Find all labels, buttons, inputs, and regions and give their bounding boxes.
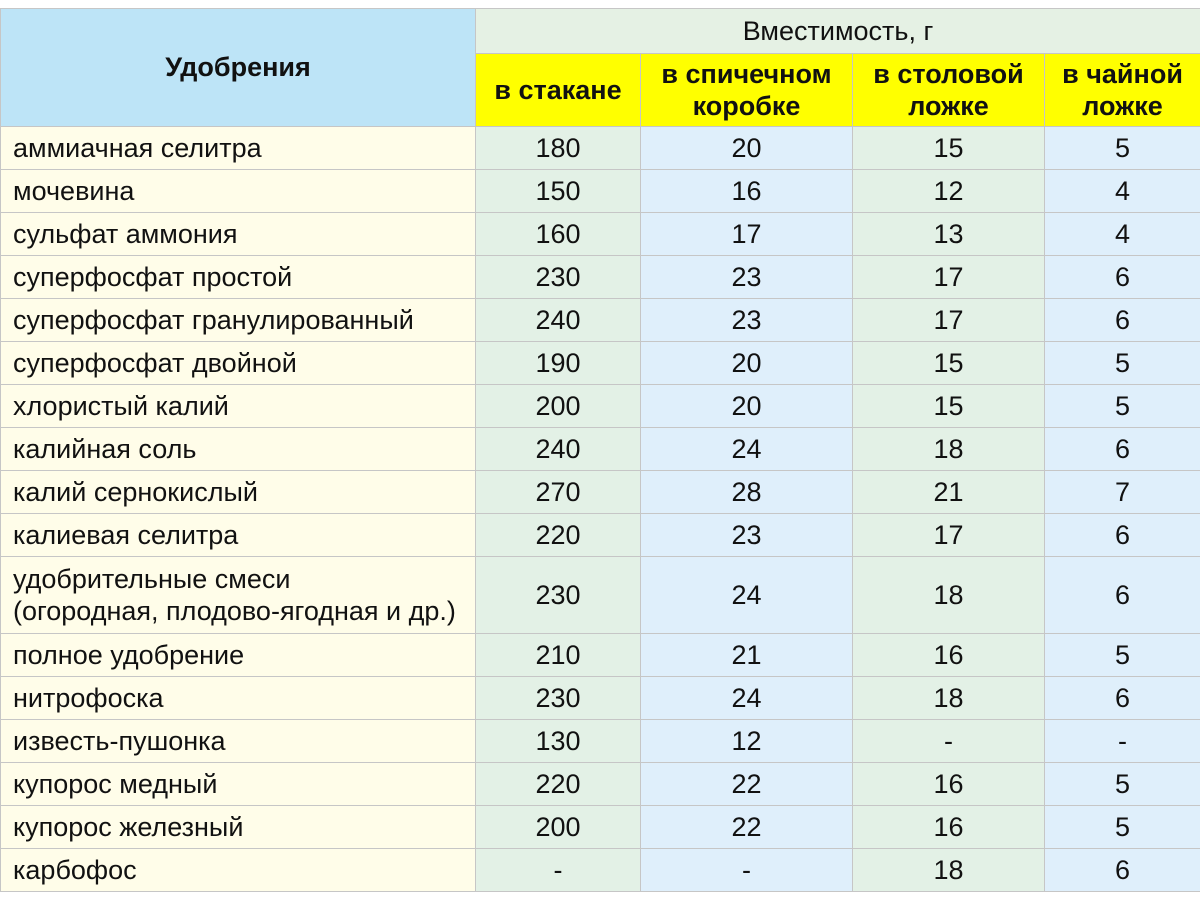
table-row (1, 299, 1200, 342)
glass-value: 210 (476, 634, 641, 677)
fertilizer-name-cell (1, 299, 476, 342)
fertilizer-name-note: (огородная, плодово-ягодная и др.) (13, 595, 456, 626)
tablespoon-value: 16 (853, 806, 1045, 849)
tablespoon-value: 16 (853, 763, 1045, 806)
tablespoon-value: 15 (853, 342, 1045, 385)
header-capacity-group: Вместимость, г (476, 9, 1200, 54)
teaspoon-value: 5 (1045, 634, 1200, 677)
fertilizer-name: сульфат аммония (13, 218, 238, 249)
table-row (1, 471, 1200, 514)
fertilizer-name: удобрительные смеси (13, 563, 291, 594)
matchbox-value: 24 (641, 428, 853, 471)
fertilizer-name-cell (1, 806, 476, 849)
table-row (1, 127, 1200, 170)
teaspoon-value: 6 (1045, 428, 1200, 471)
tablespoon-value: 18 (853, 428, 1045, 471)
matchbox-value: 17 (641, 213, 853, 256)
glass-value: - (476, 849, 641, 892)
table-row (1, 557, 1200, 634)
glass-value: 270 (476, 471, 641, 514)
matchbox-value: 21 (641, 634, 853, 677)
fertilizer-name-cell (1, 342, 476, 385)
fertilizer-name: известь-пушонка (13, 725, 226, 756)
glass-value: 130 (476, 720, 641, 763)
fertilizer-name-cell (1, 514, 476, 557)
fertilizer-name-cell (1, 385, 476, 428)
fertilizer-name-cell (1, 849, 476, 892)
teaspoon-value: - (1045, 720, 1200, 763)
fertilizer-name-cell (1, 213, 476, 256)
teaspoon-value: 6 (1045, 677, 1200, 720)
fertilizer-name: нитрофоска (13, 682, 164, 713)
header-row-top (1, 9, 1200, 54)
fertilizer-name: суперфосфат простой (13, 261, 293, 292)
header-matchbox: в спичечном коробке (641, 54, 853, 127)
fertilizer-name-cell (1, 428, 476, 471)
fertilizer-name: калийная соль (13, 433, 197, 464)
fertilizer-name: купорос железный (13, 811, 244, 842)
tablespoon-value: 13 (853, 213, 1045, 256)
teaspoon-value: 6 (1045, 256, 1200, 299)
fertilizer-name: карбофос (13, 854, 137, 885)
header-glass: в стакане (476, 54, 641, 127)
teaspoon-value: 6 (1045, 849, 1200, 892)
table-row (1, 849, 1200, 892)
table-row (1, 514, 1200, 557)
matchbox-value: 20 (641, 342, 853, 385)
matchbox-value: 16 (641, 170, 853, 213)
matchbox-value: 23 (641, 256, 853, 299)
fertilizer-name: калий сернокислый (13, 476, 258, 507)
table-row (1, 213, 1200, 256)
table-row (1, 342, 1200, 385)
teaspoon-value: 6 (1045, 299, 1200, 342)
tablespoon-value: 21 (853, 471, 1045, 514)
fertilizer-name-cell (1, 677, 476, 720)
matchbox-value: 20 (641, 385, 853, 428)
glass-value: 240 (476, 428, 641, 471)
fertilizer-name: суперфосфат гранулированный (13, 304, 414, 335)
header-teaspoon: в чайной ложке (1045, 54, 1200, 127)
tablespoon-value: 16 (853, 634, 1045, 677)
teaspoon-value: 6 (1045, 557, 1200, 634)
fertilizer-name-cell (1, 763, 476, 806)
teaspoon-value: 5 (1045, 763, 1200, 806)
matchbox-value: 28 (641, 471, 853, 514)
table-row (1, 256, 1200, 299)
fertilizer-name: аммиачная селитра (13, 132, 262, 163)
teaspoon-value: 5 (1045, 806, 1200, 849)
tablespoon-value: - (853, 720, 1045, 763)
glass-value: 240 (476, 299, 641, 342)
glass-value: 150 (476, 170, 641, 213)
glass-value: 230 (476, 677, 641, 720)
tablespoon-value: 12 (853, 170, 1045, 213)
tablespoon-value: 17 (853, 299, 1045, 342)
fertilizer-name: суперфосфат двойной (13, 347, 297, 378)
matchbox-value: 22 (641, 806, 853, 849)
teaspoon-value: 7 (1045, 471, 1200, 514)
glass-value: 220 (476, 763, 641, 806)
table-row (1, 677, 1200, 720)
tablespoon-value: 18 (853, 849, 1045, 892)
glass-value: 200 (476, 806, 641, 849)
table-row (1, 634, 1200, 677)
fertilizer-name-cell (1, 170, 476, 213)
glass-value: 230 (476, 557, 641, 634)
fertilizer-capacity-table (0, 8, 1200, 892)
fertilizer-name-cell (1, 127, 476, 170)
table-row (1, 806, 1200, 849)
fertilizer-name-cell (1, 634, 476, 677)
tablespoon-value: 18 (853, 677, 1045, 720)
fertilizer-name-cell (1, 471, 476, 514)
glass-value: 160 (476, 213, 641, 256)
fertilizer-name: купорос медный (13, 768, 218, 799)
teaspoon-value: 5 (1045, 342, 1200, 385)
header-tablespoon: в столовой ложке (853, 54, 1045, 127)
table-row (1, 763, 1200, 806)
fertilizer-name: полное удобрение (13, 639, 245, 670)
tablespoon-value: 18 (853, 557, 1045, 634)
table-row (1, 385, 1200, 428)
teaspoon-value: 4 (1045, 170, 1200, 213)
teaspoon-value: 5 (1045, 385, 1200, 428)
glass-value: 220 (476, 514, 641, 557)
matchbox-value: 22 (641, 763, 853, 806)
fertilizer-name-cell (1, 256, 476, 299)
table-row (1, 170, 1200, 213)
fertilizer-name: мочевина (13, 175, 135, 206)
matchbox-value: 24 (641, 677, 853, 720)
table-body (1, 127, 1200, 892)
glass-value: 200 (476, 385, 641, 428)
teaspoon-value: 5 (1045, 127, 1200, 170)
tablespoon-value: 15 (853, 127, 1045, 170)
teaspoon-value: 4 (1045, 213, 1200, 256)
fertilizer-name: калиевая селитра (13, 519, 239, 550)
tablespoon-value: 17 (853, 514, 1045, 557)
glass-value: 230 (476, 256, 641, 299)
table-row (1, 428, 1200, 471)
fertilizer-name-cell (1, 557, 476, 634)
glass-value: 190 (476, 342, 641, 385)
matchbox-value: 24 (641, 557, 853, 634)
glass-value: 180 (476, 127, 641, 170)
header-fertilizers: Удобрения (1, 9, 476, 127)
matchbox-value: 23 (641, 299, 853, 342)
matchbox-value: 23 (641, 514, 853, 557)
fertilizer-name-cell (1, 720, 476, 763)
matchbox-value: 12 (641, 720, 853, 763)
tablespoon-value: 17 (853, 256, 1045, 299)
fertilizer-name: хлористый калий (13, 390, 229, 421)
tablespoon-value: 15 (853, 385, 1045, 428)
teaspoon-value: 6 (1045, 514, 1200, 557)
table-row (1, 720, 1200, 763)
matchbox-value: 20 (641, 127, 853, 170)
matchbox-value: - (641, 849, 853, 892)
